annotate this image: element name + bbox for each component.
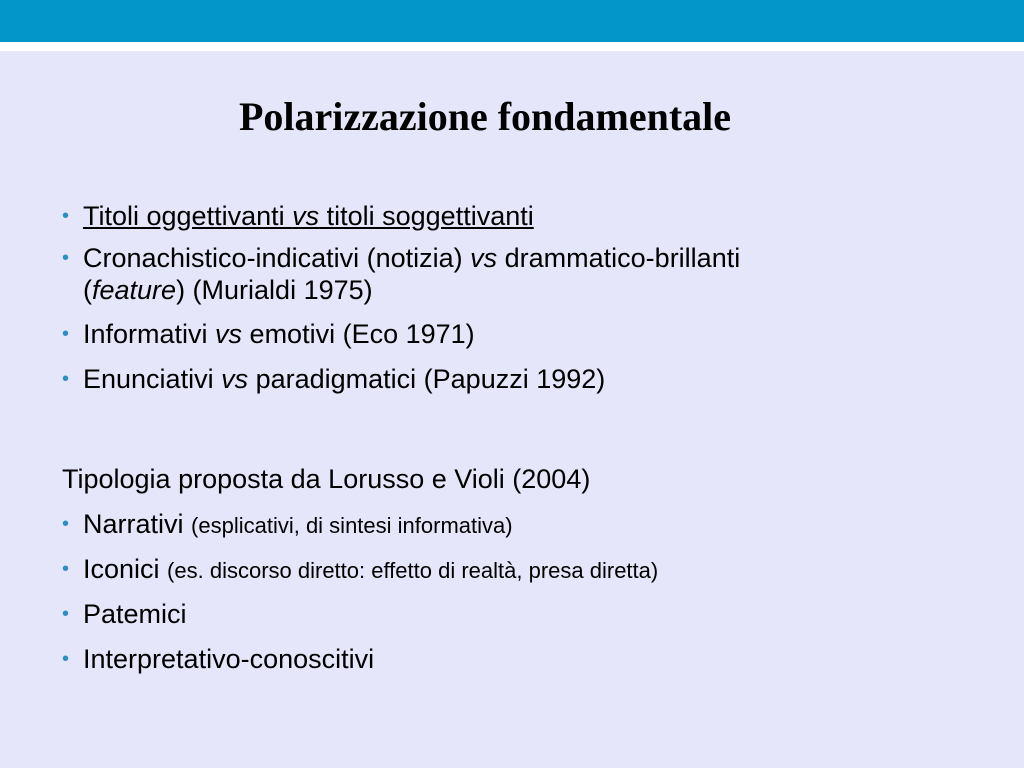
item-text: Informativi vs emotivi (Eco 1971) [83, 319, 475, 349]
bullet-icon: • [62, 323, 70, 345]
header-bar [0, 0, 1024, 42]
bullet-icon: • [62, 247, 70, 269]
bullet-icon: • [62, 513, 70, 535]
bullet-icon: • [62, 205, 70, 227]
list-item [62, 598, 962, 643]
header-divider [0, 42, 1024, 51]
slide-body [62, 200, 962, 688]
item-text: Narrativi (esplicativi, di sintesi informativa) [83, 509, 513, 539]
bullet-icon: • [62, 603, 70, 625]
item-text: Patemici [83, 599, 187, 629]
list-item [62, 643, 962, 688]
list-item [62, 318, 962, 363]
item-text: Enunciativi vs paradigmatici (Papuzzi 1992) [83, 364, 606, 394]
list-item [62, 508, 962, 553]
bullet-icon: • [62, 368, 70, 390]
item-text: Titoli oggettivanti vs titoli soggettivanti [83, 201, 534, 231]
item-text: Iconici (es. discorso diretto: effetto di realtà, presa diretta) [83, 554, 659, 584]
section-subheading: Tipologia proposta da Lorusso e Violi (2004) [62, 464, 591, 494]
list-item [62, 553, 962, 598]
item-text: Cronachistico-indicativi (notizia) vs drammatico-brillanti (feature) (Murialdi 1975) [83, 243, 741, 305]
bullet-icon: • [62, 648, 70, 670]
bullet-icon: • [62, 558, 70, 580]
list-item [62, 200, 962, 242]
list-item [62, 363, 962, 408]
slide-title: Polarizzazione fondamentale [238, 94, 732, 139]
list-item [62, 242, 962, 318]
item-text: Interpretativo-conoscitivi [83, 644, 375, 674]
